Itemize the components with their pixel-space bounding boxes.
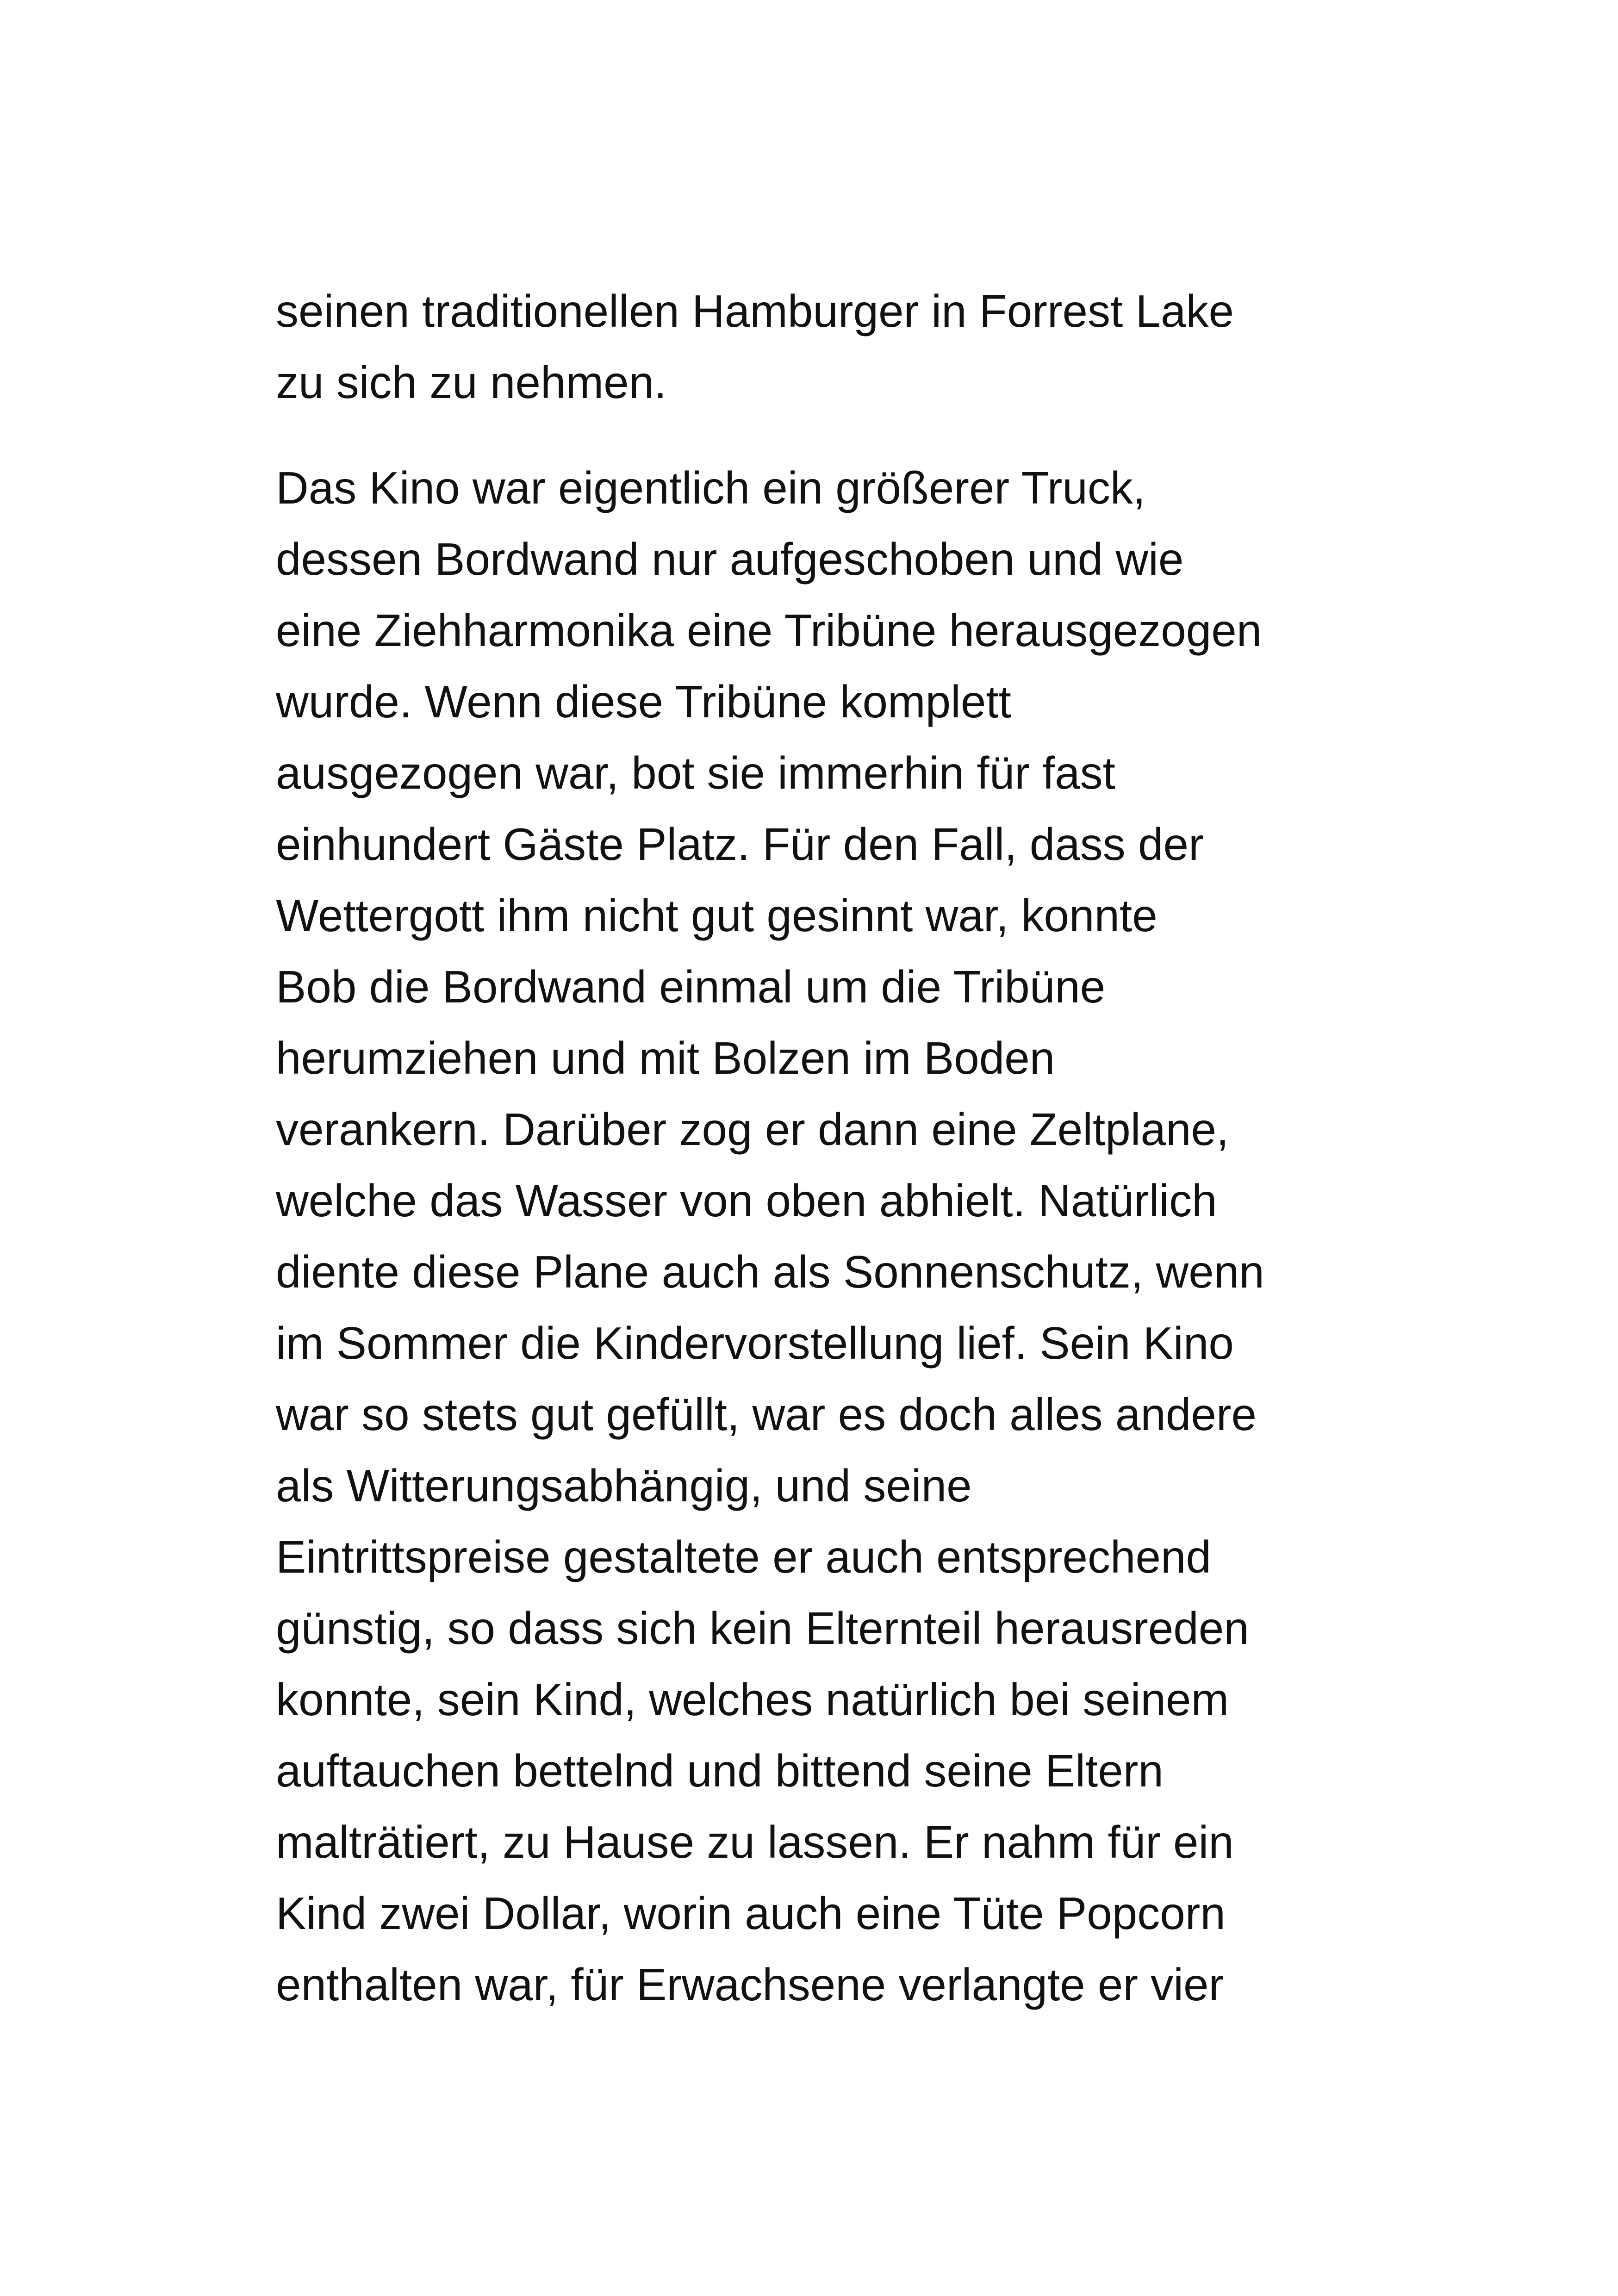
text-line: konnte, sein Kind, welches natürlich bei seinem xyxy=(276,1674,1229,1725)
text-line: Kind zwei Dollar, worin auch eine Tüte Popcorn xyxy=(276,1888,1226,1939)
text-line: im Sommer die Kindervorstellung lief. Sein Kino xyxy=(276,1318,1234,1369)
text-line: dessen Bordwand nur aufgeschoben und wie xyxy=(276,534,1184,585)
text-line: Bob die Bordwand einmal um die Tribüne xyxy=(276,961,1106,1012)
paragraph-1 xyxy=(276,275,1368,418)
text-line: war so stets gut gefüllt, war es doch alles andere xyxy=(276,1389,1257,1440)
text-line: günstig, so dass sich kein Elternteil herausreden xyxy=(276,1603,1249,1654)
text-line: malträtiert, zu Hause zu lassen. Er nahm für ein xyxy=(276,1817,1234,1867)
text-line: diente diese Plane auch als Sonnenschutz, wenn xyxy=(276,1246,1264,1297)
text-line: verankern. Darüber zog er dann eine Zeltplane, xyxy=(276,1104,1229,1155)
paragraph-2 xyxy=(276,452,1368,2020)
text-line: enthalten war, für Erwachsene verlangte er vier xyxy=(276,1959,1224,2010)
text-line: auftauchen bettelnd und bittend seine Eltern xyxy=(276,1745,1164,1796)
text-line: eine Ziehharmonika eine Tribüne herausgezogen xyxy=(276,605,1262,656)
text-line: seinen traditionellen Hamburger in Forrest Lake xyxy=(276,286,1234,336)
text-line: welche das Wasser von oben abhielt. Natürlich xyxy=(276,1175,1217,1226)
text-line: herumziehen und mit Bolzen im Boden xyxy=(276,1033,1055,1083)
text-line: zu sich zu nehmen. xyxy=(276,357,667,408)
text-line: als Witterungsabhängig, und seine xyxy=(276,1460,972,1511)
text-line: Eintrittspreise gestaltete er auch entsprechend xyxy=(276,1531,1212,1582)
text-line: wurde. Wenn diese Tribüne komplett xyxy=(276,676,1011,727)
text-line: einhundert Gäste Platz. Für den Fall, dass der xyxy=(276,819,1204,870)
text-line: Wettergott ihm nicht gut gesinnt war, konnte xyxy=(276,890,1157,941)
text-line: ausgezogen war, bot sie immerhin für fast xyxy=(276,747,1115,798)
text-line: Das Kino war eigentlich ein größerer Truck, xyxy=(276,462,1146,513)
